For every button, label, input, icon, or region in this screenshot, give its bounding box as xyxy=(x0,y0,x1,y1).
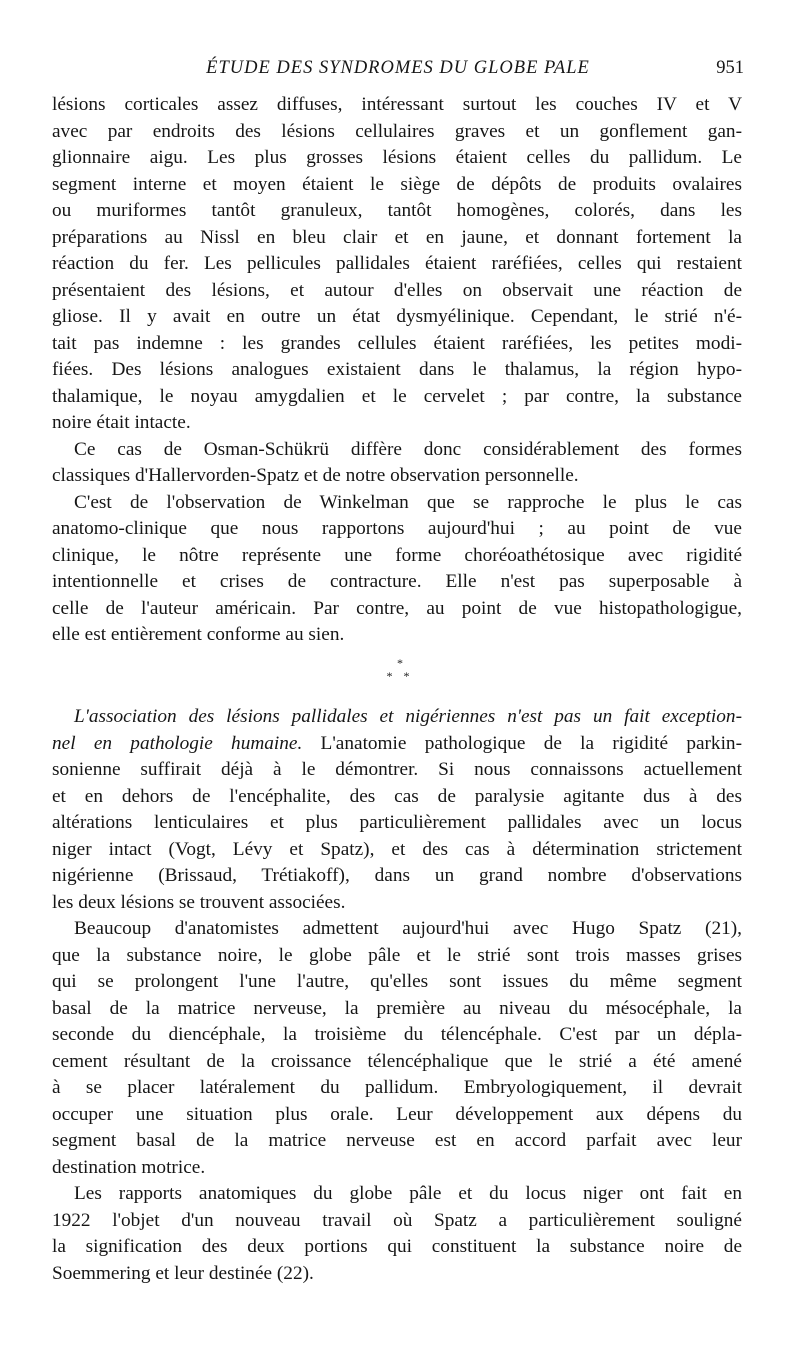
text-line: C'est de l'observation de Winkelman que se rapproche le plus le cas xyxy=(74,491,742,513)
text-line: classiques d'Hallervorden-Spatz et de notre observation personnelle. xyxy=(52,465,579,486)
text-line: sonienne suffirait déjà à le démontrer. Si nous connaissons actuellement xyxy=(52,759,742,780)
section-heading: L'association des lésions pallidales et nigériennes n'est pas un fait exception- xyxy=(74,706,742,727)
text-line: gliose. Il y avait en outre un état dysmyélinique. Cependant, le strié n'é- xyxy=(52,306,742,327)
text-line: les deux lésions se trouvent associées. xyxy=(52,891,346,913)
paragraph xyxy=(52,437,742,490)
text-line: occuper une situation plus orale. Leur développement aux dépens du xyxy=(52,1103,742,1125)
text-line: réaction du fer. Les pellicules pallidales étaient raréfiées, celles qui restaient xyxy=(52,253,742,274)
text-line: que la substance noire, le globe pâle et le strié sont trois masses grises xyxy=(52,944,742,966)
paragraph xyxy=(52,704,742,916)
text-line: la signification des deux portions qui constituent la substance noire de xyxy=(52,1236,742,1257)
text-line: cement résultant de la croissance télencéphalique que le strié a été amené xyxy=(52,1050,742,1072)
section-separator-bottom: * * xyxy=(386,669,414,683)
paragraph xyxy=(52,1181,742,1287)
text-line xyxy=(52,704,742,731)
text-line: 1922 l'objet d'un nouveau travail où Spatz a particulièrement souligné xyxy=(52,1209,742,1231)
text-line: ou muriformes tantôt granuleux, tantôt homogènes, colorés, dans les xyxy=(52,200,742,221)
text-line: seconde du diencéphale, la troisième du télencéphale. C'est par un dépla- xyxy=(52,1024,742,1045)
paragraph xyxy=(52,92,742,437)
page-number: 951 xyxy=(716,58,744,78)
text-line: avec par endroits des lésions cellulaires graves et un gonflement gan- xyxy=(52,120,742,142)
text-line: basal de la matrice nerveuse, la première au niveau du mésocéphale, la xyxy=(52,997,742,1019)
text-line: préparations au Nissl en bleu clair et en jaune, et donnant fortement la xyxy=(52,226,742,248)
text-line xyxy=(52,731,742,758)
text-line: intentionnelle et crises de contracture. Elle n'est pas superposable à xyxy=(52,571,742,592)
text-line: clinique, le nôtre représente une forme choréoathétosique avec rigidité xyxy=(52,544,742,566)
section-separator-top: * xyxy=(397,656,403,670)
text-line: noire était intacte. xyxy=(52,412,191,433)
text-line: Beaucoup d'anatomistes admettent aujourd'hui avec Hugo Spatz (21), xyxy=(74,918,742,939)
text-line: segment interne et moyen étaient le siège de dépôts de produits ovalaires xyxy=(52,173,742,195)
text-line: celle de l'auteur américain. Par contre, au point de vue histopathologigue, xyxy=(52,597,742,619)
text-line: destination motrice. xyxy=(52,1156,206,1178)
text-line: elle est entièrement conforme au sien. xyxy=(52,624,345,645)
text-line: qui se prolongent l'une l'autre, qu'elles sont issues du même segment xyxy=(52,971,742,992)
body-text-bottom xyxy=(52,704,742,1287)
text-line: niger intact (Vogt, Lévy et Spatz), et des cas à détermination strictement xyxy=(52,838,742,860)
text-line: fiées. Des lésions analogues existaient dans le thalamus, la région hypo- xyxy=(52,359,742,380)
paragraph xyxy=(52,916,742,1181)
paragraph xyxy=(52,490,742,649)
text-line: anatomo-clinique que nous rapportons aujourd'hui ; au point de vue xyxy=(52,518,742,539)
text-line: tait pas indemne : les grandes cellules étaient raréfiées, les petites modi- xyxy=(52,332,742,354)
text-line: segment basal de la matrice nerveuse est en accord parfait avec leur xyxy=(52,1130,742,1151)
text-line: Les rapports anatomiques du globe pâle et du locus niger ont fait en xyxy=(74,1183,742,1204)
text-line: altérations lenticulaires et plus particulièrement pallidales avec un locus xyxy=(52,812,742,833)
text-line: nigérienne (Brissaud, Trétiakoff), dans un grand nombre d'observations xyxy=(52,865,742,886)
text-line: à se placer latéralement du pallidum. Embryologiquement, il devrait xyxy=(52,1077,742,1098)
body-text-top xyxy=(52,92,742,649)
text-run: L'anatomie pathologique de la rigidité parkin- xyxy=(302,732,742,754)
section-heading: nel en pathologie humaine. xyxy=(52,732,303,754)
text-line: lésions corticales assez diffuses, intéressant surtout les couches IV et V xyxy=(52,94,742,115)
text-line: et en dehors de l'encéphalite, des cas de paralysie agitante dus à des xyxy=(52,785,742,807)
text-line: Soemmering et leur destinée (22). xyxy=(52,1262,314,1284)
text-line: présentaient des lésions, et autour d'elles on observait une réaction de xyxy=(52,279,742,301)
text-line: thalamique, le noyau amygdalien et le cervelet ; par contre, la substance xyxy=(52,385,742,407)
page-header xyxy=(52,58,744,84)
running-title: ÉTUDE DES SYNDROMES DU GLOBE PALE xyxy=(206,58,590,78)
text-line: glionnaire aigu. Les plus grosses lésions étaient celles du pallidum. Le xyxy=(52,147,742,168)
text-line: Ce cas de Osman-Schükrü diffère donc considérablement des formes xyxy=(74,438,742,460)
